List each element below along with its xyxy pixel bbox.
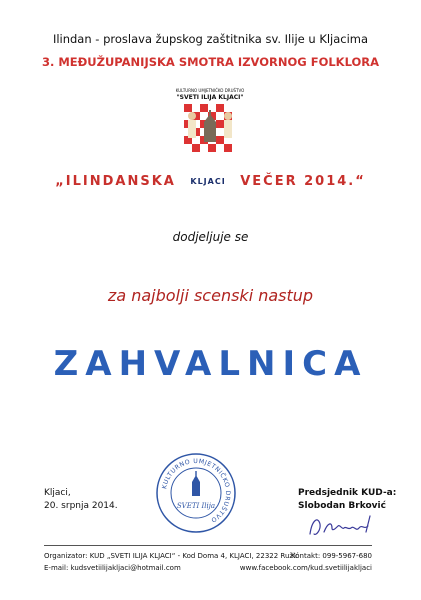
email-info: E-mail: kudsvetiilijakljaci@hotmail.com — [44, 564, 181, 572]
president-name: Slobodan Brković — [298, 501, 386, 511]
event-name-right: VEČER 2014.“ — [240, 174, 366, 189]
certificate-title: ZAHVALNICA — [53, 344, 368, 384]
organizer-info: Organizator: KUD „SVETI ILIJA KLJACI“ - Kod Doma 4, KLJACI, 22322 Ružić — [44, 552, 299, 560]
society-logo — [170, 88, 250, 168]
web-info: www.facebook.com/kud.svetiilijakljaci — [239, 564, 372, 572]
event-name — [0, 174, 421, 189]
logo-caption-small: KULTURNO UMJETNIČKO DRUŠTVO — [175, 88, 245, 93]
place-and-date — [44, 487, 118, 513]
footer-right — [240, 550, 372, 574]
place-city: Kljaci, — [44, 488, 71, 498]
award-phrase: dodjeljuje se — [172, 230, 249, 244]
award-category: za najbolji scenski nastup — [107, 286, 314, 305]
official-seal — [155, 452, 237, 534]
issue-date: 20. srpnja 2014. — [44, 501, 118, 511]
seal-center-text: SVETI Ilija — [176, 502, 216, 510]
event-name-middle: KLJACI — [190, 177, 226, 186]
seal-ring-text: KULTURNO UMJETNIČKO DRUŠTVO — [161, 457, 232, 524]
event-subtitle: Ilindan - proslava župskog zaštitnika sv. Ilije u Kljacima — [52, 32, 369, 46]
festival-title: 3. MEĐUŽUPANIJSKA SMOTRA IZVORNOG FOLKLORA — [41, 55, 380, 69]
event-name-left: „ILINDANSKA — [55, 174, 176, 189]
handwritten-signature — [306, 510, 378, 542]
footer-divider — [44, 545, 372, 546]
logo-caption-name: "SVETI ILIJA KLJACI" — [176, 94, 244, 101]
president-role: Predsjednik KUD-a: — [298, 488, 397, 498]
contact-info: Kontakt: 099-5967-680 — [291, 552, 372, 560]
seal-stamp-icon — [155, 452, 237, 534]
